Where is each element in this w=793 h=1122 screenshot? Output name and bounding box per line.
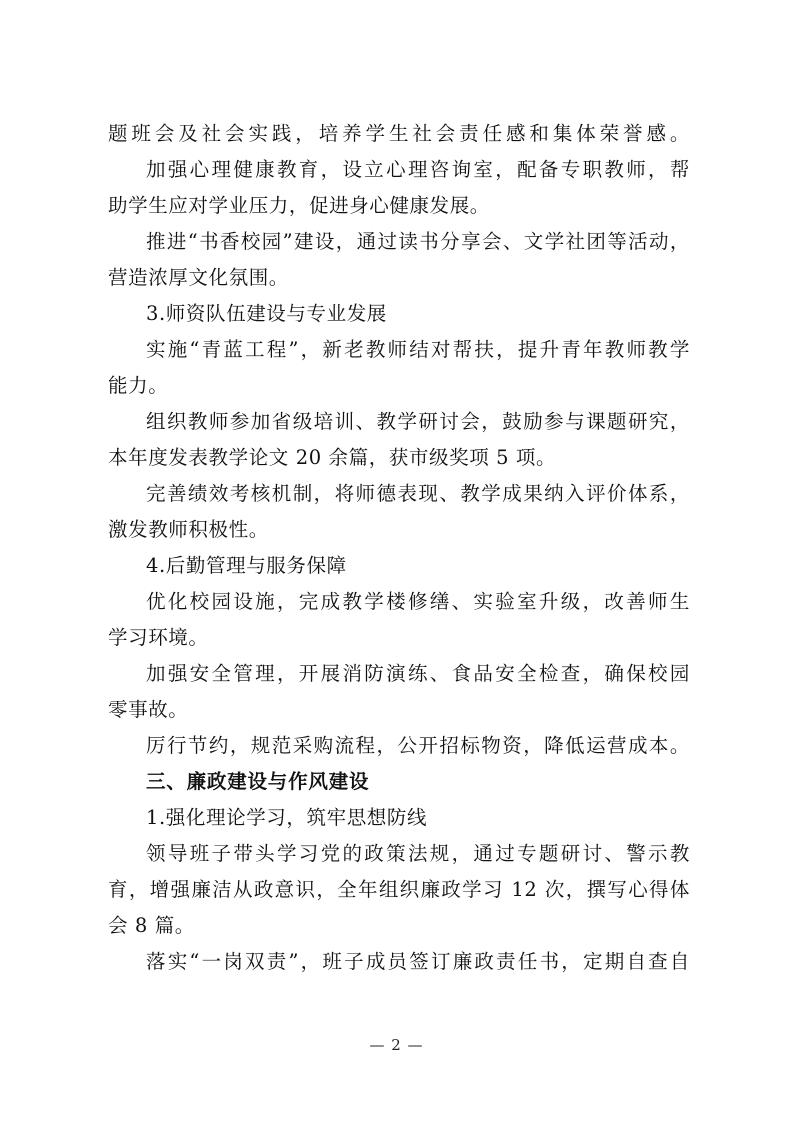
text-line: 能力。 xyxy=(108,374,169,397)
text-line: 题班会及社会实践，培养学生社会责任感和集体荣誉感。 xyxy=(108,122,690,145)
text-line: 助学生应对学业压力，促进身心健康发展。 xyxy=(108,194,490,217)
text-line: 组织教师参加省级培训、教学研讨会，鼓励参与课题研究， xyxy=(146,410,690,433)
subheading: 4.后勤管理与服务保障 xyxy=(146,554,347,577)
text-line: 本年度发表教学论文 20 余篇，获市级奖项 5 项。 xyxy=(108,446,557,469)
document-body xyxy=(108,116,690,980)
text-line: 实施“青蓝工程”，新老教师结对帮扶，提升青年教师教学 xyxy=(146,338,690,361)
text-line: 学习环境。 xyxy=(108,626,209,649)
text-line: 落实“一岗双责”，班子成员签订廉政责任书，定期自查自 xyxy=(146,950,690,973)
text-line: 育，增强廉洁从政意识，全年组织廉政学习 12 次，撰写心得体 xyxy=(108,878,690,901)
text-line: 领导班子带头学习党的政策法规，通过专题研讨、警示教 xyxy=(146,842,690,865)
subheading: 3.师资队伍建设与专业发展 xyxy=(146,302,387,325)
text-line: 激发教师积极性。 xyxy=(108,518,269,541)
text-line: 推进“书香校园”建设，通过读书分享会、文学社团等活动， xyxy=(146,230,690,253)
text-line: 营造浓厚文化氛围。 xyxy=(108,266,289,289)
subheading: 1.强化理论学习，筑牢思想防线 xyxy=(146,806,428,829)
text-line: 完善绩效考核机制，将师德表现、教学成果纳入评价体系， xyxy=(146,482,690,505)
text-line: 加强安全管理，开展消防演练、食品安全检查，确保校园 xyxy=(146,662,690,685)
section-heading: 三、廉政建设与作风建设 xyxy=(146,770,370,793)
text-line: 会 8 篇。 xyxy=(108,914,195,937)
text-line: 厉行节约，规范采购流程，公开招标物资，降低运营成本。 xyxy=(146,734,690,757)
text-line: 零事故。 xyxy=(108,698,189,721)
page-number: — 2 — xyxy=(369,1036,424,1054)
text-line: 加强心理健康教育，设立心理咨询室，配备专职教师，帮 xyxy=(146,158,690,181)
text-line: 优化校园设施，完成教学楼修缮、实验室升级，改善师生 xyxy=(146,590,690,613)
